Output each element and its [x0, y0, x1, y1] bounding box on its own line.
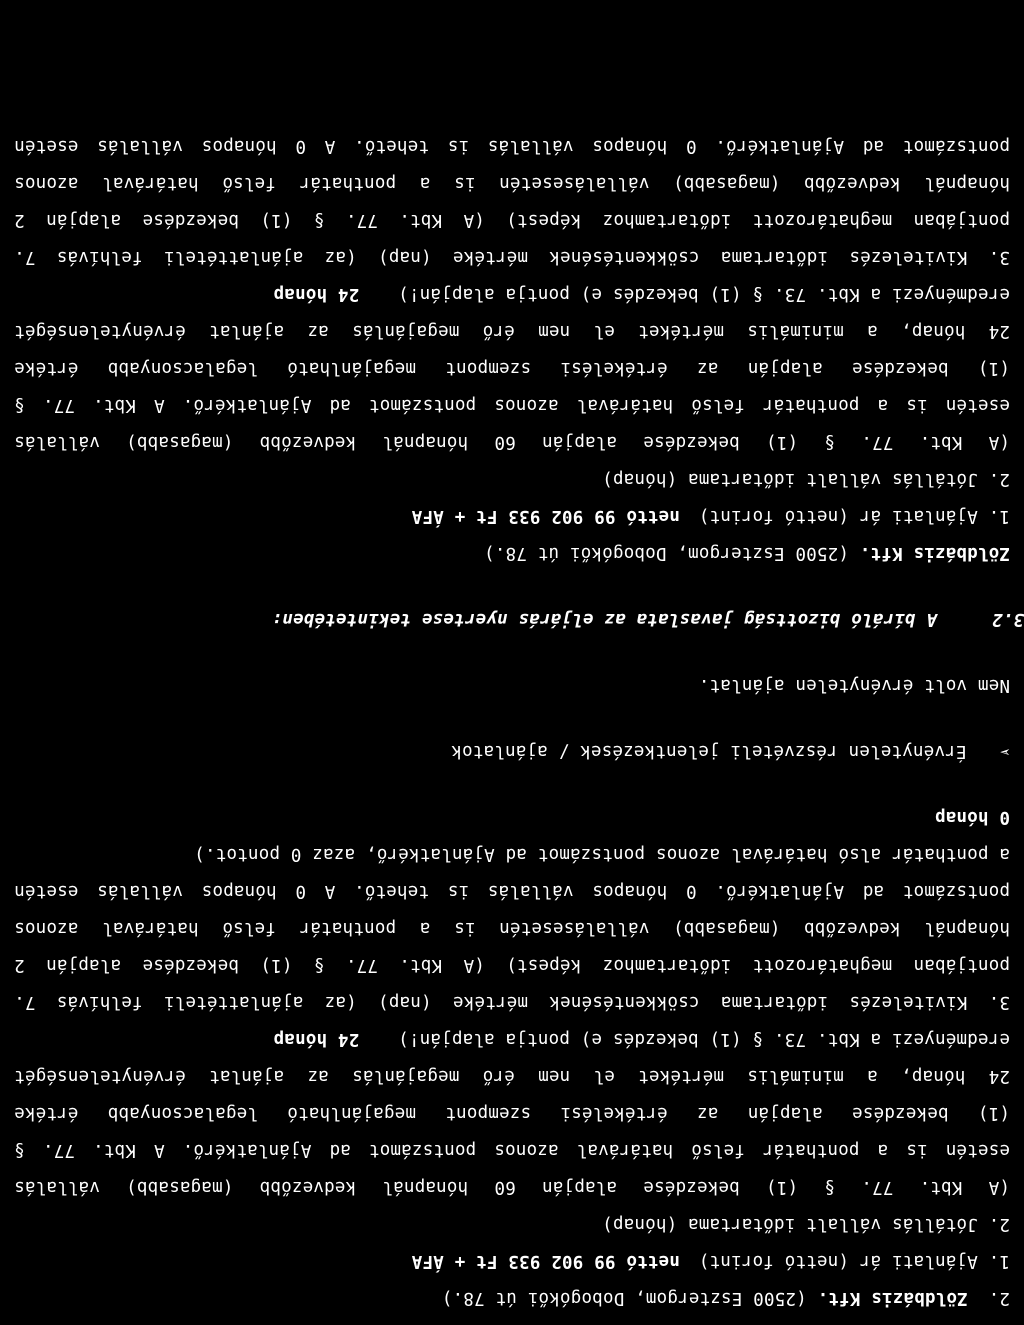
- price-line: [412, 1250, 1011, 1272]
- section-number: 3.2: [991, 609, 1024, 629]
- winner-warranty-last-text: eredményezi a Kbt. 73. § (1) bekezdés e) pontja alapján!): [398, 284, 1010, 304]
- winner-deadline-text-line: hónapnál kedvezőbb (magasabb) vállalásesetén is a ponthatár felső határával azonos: [14, 173, 1010, 193]
- winner-heading: [484, 542, 1010, 564]
- winner-deadline-text-line: 3. Kivitelezés időtartama csökkentésének mértéke (nap) (az ajánlattételi felhívás 7.: [14, 247, 1010, 267]
- warranty-value: 24 hónap: [273, 1029, 360, 1049]
- winner-warranty-text-line: (A Kbt. 77. § (1) bekezdése alapján 60 hónapnál kedvezőbb (magasabb) vállalás: [14, 432, 1010, 452]
- bidder-number: 2.: [988, 1288, 1010, 1308]
- warranty-text-line: (A Kbt. 77. § (1) bekezdése alapján 60 hónapnál kedvezőbb (magasabb) vállalás: [14, 1177, 1010, 1197]
- winner-price-value: nettó 99 902 933 Ft + ÁFA: [411, 506, 680, 526]
- winner-warranty-last-line: [273, 283, 1010, 305]
- bullet-arrow-icon: ➢: [999, 741, 1010, 761]
- invalid-bids-title: Érvénytelen részvételi jelentkezések / ajánlatok: [451, 741, 967, 761]
- warranty-text-line: 24 hónap, a minimális mértéket el nem érő megajánlás az ajánlat érvénytelenségét: [14, 1066, 1010, 1086]
- deadline-text-line: pontszámot ad Ajánlatkérő. 0 hónapos vállalás is tehető. A 0 hónapos vállalás esetén: [14, 881, 1010, 901]
- winner-warranty-text-line: esetén is a ponthatár felső határával azonos pontszámot ad Ajánlatkérő. A Kbt. 77. §: [14, 395, 1010, 415]
- price-value: nettó 99 902 933 Ft + ÁFA: [411, 1251, 680, 1271]
- winner-warranty-value: 24 hónap: [273, 284, 360, 304]
- winner-warranty-text-line: (1) bekezdése alapján az értékelési szempont megajánlható legalacsonyabb értéke: [14, 358, 1010, 378]
- bidder-address: (2500 Esztergom, Dobogókői út 78.): [441, 1288, 807, 1308]
- winner-warranty-text-line: 24 hónap, a minimális mértéket el nem érő megajánlás az ajánlat érvénytelenségét: [14, 321, 1010, 341]
- price-label: 1. Ajánlati ár (nettó forint): [698, 1251, 1010, 1271]
- deadline-text-line: 3. Kivitelezés időtartama csökkentésének mértéke (nap) (az ajánlattételi felhívás 7.: [14, 992, 1010, 1012]
- deadline-text-line: pontjában meghatározott időtartamhoz képest) (A Kbt. 77. § (1) bekezdése alapján 2: [14, 955, 1010, 975]
- invalid-bids-heading: [451, 740, 1010, 762]
- section-heading: [271, 608, 1024, 630]
- winner-price-label: 1. Ajánlati ár (nettó forint): [698, 506, 1010, 526]
- deadline-text-line: hónapnál kedvezőbb (magasabb) vállalásesetén is a ponthatár felső határával azonos: [14, 918, 1010, 938]
- warranty-text-line: (1) bekezdése alapján az értékelési szempont megajánlható legalacsonyabb értéke: [14, 1103, 1010, 1123]
- warranty-title: 2. Jótállás vállalt időtartama (hónap): [602, 1214, 1010, 1234]
- deadline-value: 0 hónap: [934, 807, 1010, 827]
- warranty-text-line: esetén is a ponthatár felső határával azonos pontszámot ad Ajánlatkérő. A Kbt. 77. §: [14, 1140, 1010, 1160]
- winner-warranty-title: 2. Jótállás vállalt időtartama (hónap): [602, 469, 1010, 489]
- winner-address: (2500 Esztergom, Dobogókői út 78.): [483, 543, 849, 563]
- warranty-last-text: eredményezi a Kbt. 73. § (1) bekezdés e) pontja alapján!): [398, 1029, 1010, 1049]
- winner-price-line: [412, 505, 1011, 527]
- warranty-last-line: [273, 1028, 1010, 1050]
- bidder-name: Zöldbázis Kft.: [817, 1288, 968, 1308]
- section-title: A bíráló bizottság javaslata az eljárás nyertese tekintetében:: [271, 609, 938, 629]
- winner-deadline-text-line: pontszámot ad Ajánlatkérő. 0 hónapos vállalás is tehető. A 0 hónapos vállalás esetén: [14, 136, 1010, 156]
- deadline-last-line: a ponthatár alsó határával azonos pontszámot ad Ajánlatkérő, azaz 0 pontot.): [194, 844, 1010, 864]
- winner-deadline-text-line: pontjában meghatározott időtartamhoz képest) (A Kbt. 77. § (1) bekezdése alapján 2: [14, 210, 1010, 230]
- invalid-bids-text: Nem volt érvénytelen ajánlat.: [698, 675, 1010, 695]
- winner-name: Zöldbázis Kft.: [859, 543, 1010, 563]
- bidder-heading: [442, 1287, 1010, 1309]
